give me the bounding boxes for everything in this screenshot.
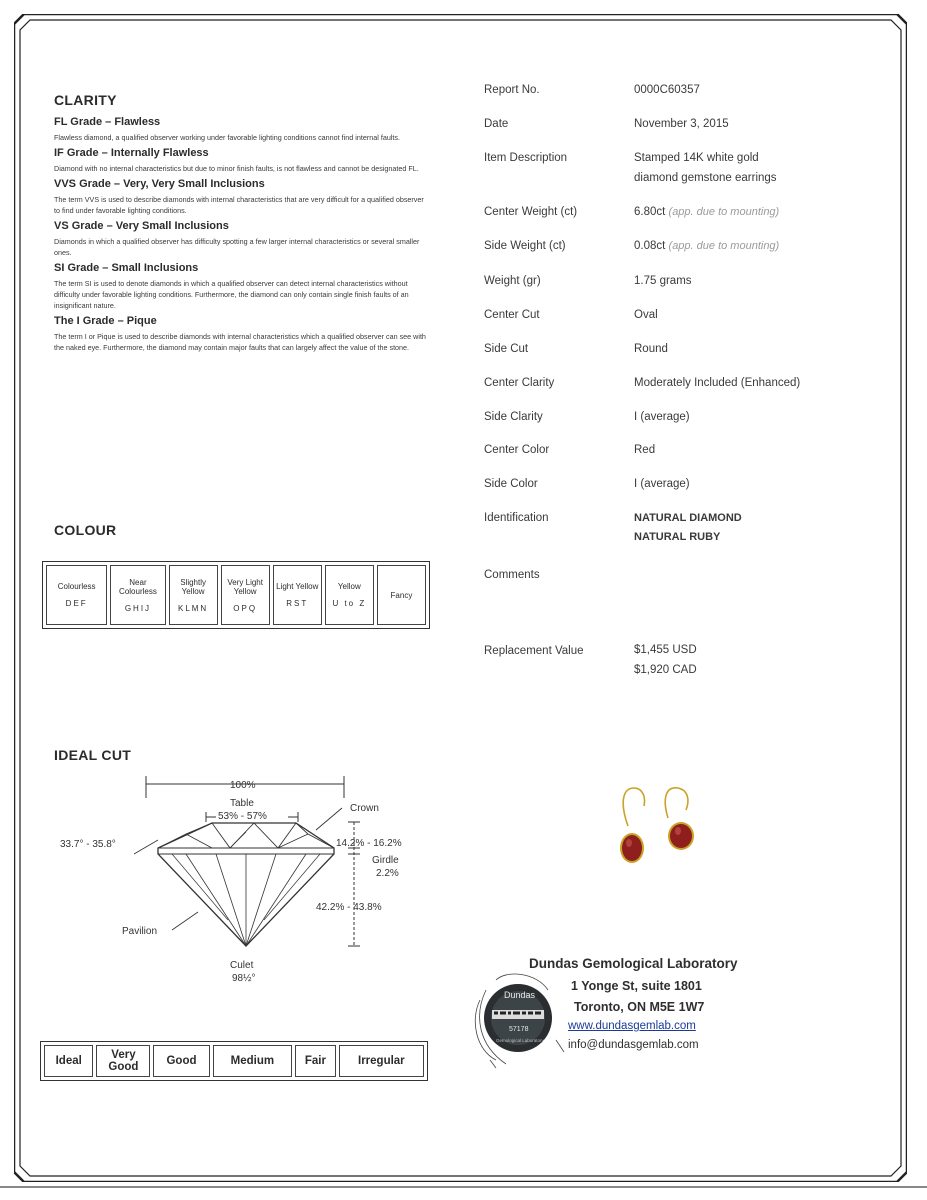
report-value-line2: NATURAL RUBY [634, 531, 721, 543]
report-value: 1.75 grams [634, 275, 692, 287]
cut-grade-cell: Fair [295, 1045, 335, 1077]
seal-number-text: 57178 [509, 1026, 529, 1033]
colour-letters: RST [286, 599, 309, 608]
report-label: Date [484, 118, 509, 130]
report-value: I (average) [634, 411, 690, 423]
report-value: Round [634, 343, 668, 355]
lab-email[interactable]: info@dundasgemlab.com [568, 1039, 699, 1051]
clarity-grade-title: VS Grade – Very Small Inclusions [54, 220, 229, 232]
report-value: Oval [634, 309, 658, 321]
total-width-label: 100% [230, 780, 256, 791]
crown-angle-label: 33.7° - 35.8° [60, 839, 116, 850]
clarity-grade-desc: Diamonds in which a qualified observer has difficulty spotting a few larger internal characteristics or several smaller ones. [54, 237, 420, 257]
report-value: I (average) [634, 478, 690, 490]
report-label: Report No. [484, 84, 540, 96]
lab-seal-stamp [466, 960, 566, 1070]
report-value [634, 206, 779, 218]
pavilion-label: Pavilion [122, 926, 158, 937]
lab-website-link[interactable]: www.dundasgemlab.com [568, 1020, 696, 1032]
ideal-cut-title: IDEAL CUT [54, 747, 132, 763]
report-label: Identification [484, 512, 549, 524]
report-label: Comments [484, 569, 540, 581]
colour-cell [46, 565, 107, 625]
clarity-grade-title: SI Grade – Small Inclusions [54, 262, 199, 274]
cut-grade-cell: Irregular [339, 1045, 424, 1077]
colour-label: Near Colourless [119, 577, 157, 596]
report-value: Moderately Included (Enhanced) [634, 377, 801, 389]
scan-edge-divider [0, 1186, 927, 1188]
clarity-grade-title: VVS Grade – Very, Very Small Inclusions [54, 178, 265, 190]
report-value: November 3, 2015 [634, 118, 729, 130]
lab-name: Dundas Gemological Laboratory [529, 956, 738, 971]
colour-letters: U to Z [332, 599, 367, 608]
culet-label: Culet [230, 960, 254, 971]
lab-address-line1: 1 Yonge St, suite 1801 [571, 979, 702, 993]
colour-cell [273, 565, 322, 625]
report-value: $1,455 USD [634, 644, 697, 656]
table-range-label: 53% - 57% [218, 811, 267, 822]
clarity-grade-desc: The term SI is used to denote diamonds in which a qualified observer can detect internal characteristics without difficulty under favorable lighting conditions. Furthermore, the diamond can only contain single finish faults of an insignificant nature. [54, 279, 409, 310]
seal-bottom-text: Gemological Laboratory [496, 1038, 544, 1043]
clarity-section [54, 92, 426, 353]
report-label: Side Cut [484, 343, 529, 355]
report-note: (app. due to mounting) [668, 240, 780, 252]
colour-label: Fancy [390, 590, 413, 600]
report-label: Center Cut [484, 309, 540, 321]
report-value: Stamped 14K white gold [634, 152, 759, 164]
cut-grade-table [40, 1041, 428, 1081]
report-value-text: 6.80ct [634, 206, 666, 218]
report-value-text: 0.08ct [634, 240, 666, 252]
crown-label: Crown [350, 803, 379, 814]
table-label: Table [230, 798, 254, 809]
report-value-line2: diamond gemstone earrings [634, 172, 777, 184]
diamond-proportions-diagram [50, 770, 430, 985]
report-label: Center Weight (ct) [484, 206, 578, 218]
colour-label: Light Yellow [276, 582, 319, 591]
cut-grade-cell: Good [153, 1045, 209, 1077]
report-value: 0000C60357 [634, 84, 700, 96]
girdle-pct-label: 2.2% [376, 868, 399, 879]
report-value-line2: $1,920 CAD [634, 664, 697, 676]
report-value: NATURAL DIAMOND [634, 512, 742, 524]
report-value: Red [634, 444, 656, 456]
report-label: Replacement Value [484, 645, 584, 657]
earrings-photo [606, 784, 706, 874]
cut-grade-cell: Ideal [44, 1045, 93, 1077]
cut-grade-cell: Very Good [96, 1045, 150, 1077]
culet-pct-label: 98½° [232, 973, 256, 984]
report-note: (app. due to mounting) [668, 206, 780, 218]
clarity-grade-desc: The term VVS is used to describe diamonds with internal characteristics that are very difficult for a qualified observer to find under favorable lighting conditions. [54, 195, 424, 215]
colour-scale-table [42, 561, 430, 629]
colour-label: Yellow [337, 582, 361, 591]
clarity-grade-title: The I Grade – Pique [54, 315, 157, 327]
colour-label: Slightly Yellow [180, 577, 206, 596]
report-label: Side Color [484, 478, 538, 490]
clarity-grade-desc: The term I or Pique is used to describe diamonds with internal characteristics which a qualified observer can see with the naked eye. Furthermore, the diamond may contain major faults that can largely affect the value of the stone. [54, 332, 426, 352]
lab-address-line2: Toronto, ON M5E 1W7 [574, 1000, 705, 1014]
clarity-grade-desc: Flawless diamond, a qualified observer working under favorable lighting conditions cannot find internal faults. [54, 133, 400, 142]
colour-label: Colourless [57, 582, 96, 591]
clarity-title: CLARITY [54, 92, 117, 108]
crown-height-label: 14.2% - 16.2% [336, 838, 402, 849]
report-value [634, 240, 779, 252]
report-label: Side Clarity [484, 411, 543, 423]
clarity-grade-title: FL Grade – Flawless [54, 116, 161, 128]
girdle-label: Girdle [372, 855, 399, 866]
colour-cell [377, 565, 426, 625]
colour-letters: OPQ [233, 603, 258, 613]
report-label: Item Description [484, 152, 568, 164]
colour-cell [110, 565, 165, 625]
colour-cell [325, 565, 374, 625]
colour-letters: GHIJ [124, 603, 152, 613]
report-label: Center Color [484, 444, 550, 456]
report-label: Center Clarity [484, 377, 555, 389]
report-label: Weight (gr) [484, 275, 541, 287]
cut-grade-cell: Medium [213, 1045, 293, 1077]
pavilion-depth-label: 42.2% - 43.8% [316, 902, 382, 913]
seal-top-text: Dundas [504, 990, 536, 1000]
report-label: Side Weight (ct) [484, 240, 566, 252]
clarity-grade-title: IF Grade – Internally Flawless [54, 147, 209, 159]
colour-cell [169, 565, 218, 625]
colour-title: COLOUR [54, 522, 117, 538]
colour-letters: DEF [65, 599, 88, 608]
clarity-grade-desc: Diamond with no internal characteristics but due to minor finish faults, is not flawless and cannot be designated FL. [54, 164, 419, 173]
colour-label: Very Light Yellow [227, 577, 263, 596]
colour-cell [221, 565, 270, 625]
colour-letters: KLMN [177, 603, 209, 613]
